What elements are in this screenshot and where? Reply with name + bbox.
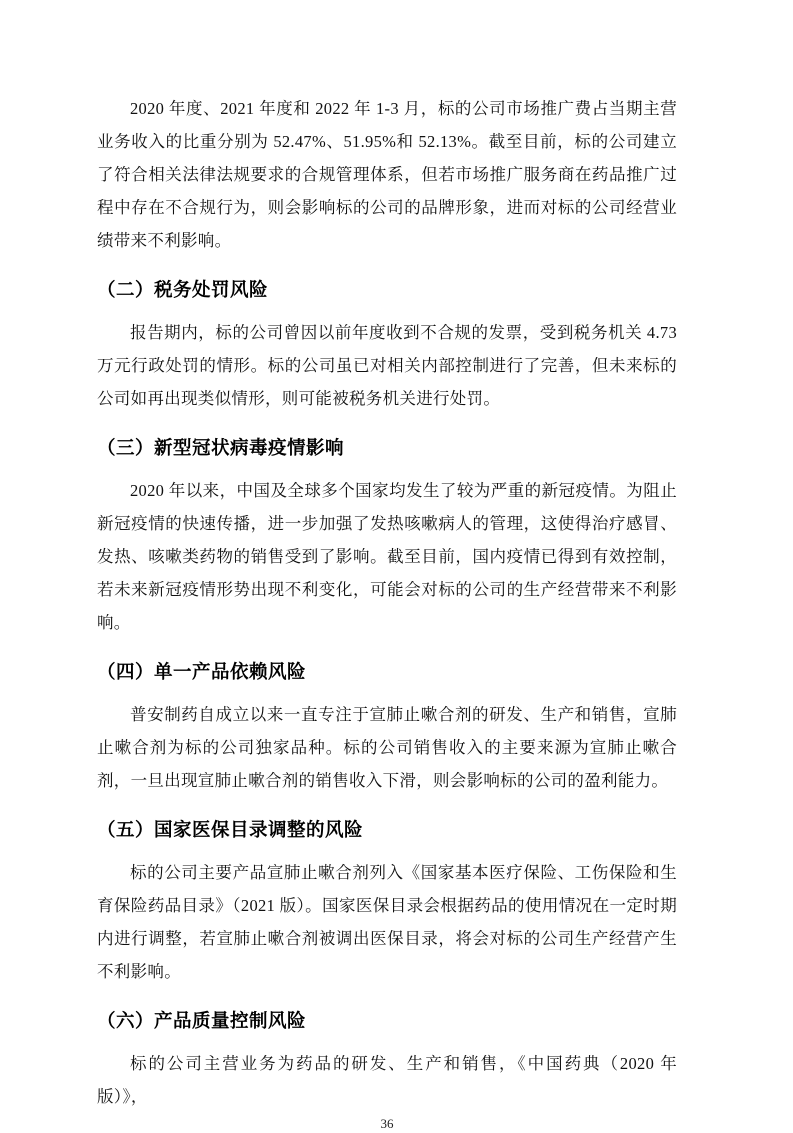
page-number: 36 — [380, 1116, 394, 1131]
section-heading-single-product-dependence-risk: （四）单一产品依赖风险 — [97, 661, 307, 682]
paragraph-product-quality-control-risk: 标的公司主营业务为药品的研发、生产和销售，《中国药典（2020 年版）》， — [97, 1054, 677, 1106]
paragraph-tax-penalty-risk: 报告期内，标的公司曾因以前年度收到不合规的发票，受到税务机关 4.73 万元行政处罚的情形。标的公司虽已对相关内部控制进行了完善，但未来标的公司如再出现类似情形，则可能被税务机关进行处罚。 — [97, 323, 677, 408]
paragraph-single-product-dependence-risk: 普安制药自成立以来一直专注于宣肺止嗽合剂的研发、生产和销售，宣肺止嗽合剂为标的公司独家品种。标的公司销售收入的主要来源为宣肺止嗽合剂，一旦出现宣肺止嗽合剂的销售收入下滑，则会影响标的公司的盈利能力。 — [97, 705, 677, 790]
section-heading-product-quality-control-risk: （六）产品质量控制风险 — [97, 1010, 307, 1031]
section-heading-covid-impact: （三）新型冠状病毒疫情影响 — [97, 437, 345, 458]
paragraph-medical-insurance-catalog-risk: 标的公司主要产品宣肺止嗽合剂列入《国家基本医疗保险、工伤保险和生育保险药品目录》（2021 版）。国家医保目录会根据药品的使用情况在一定时期内进行调整，若宣肺止嗽合剂被调出医保目录，将会对标的公司生产经营产生不利影响。 — [97, 863, 677, 981]
section-heading-medical-insurance-catalog-risk: （五）国家医保目录调整的风险 — [97, 819, 364, 840]
paragraph-covid-impact: 2020 年以来，中国及全球多个国家均发生了较为严重的新冠疫情。为阻止新冠疫情的快速传播，进一步加强了发热咳嗽病人的管理，这使得治疗感冒、发热、咳嗽类药物的销售受到了影响。截至目前，国内疫情已得到有效控制，若未来新冠疫情形势出现不利变化，可能会对标的公司的生产经营带来不利影响。 — [97, 481, 677, 632]
section-heading-tax-penalty-risk: （二）税务处罚风险 — [97, 279, 269, 300]
paragraph-market-promotion-risk: 2020 年度、2021 年度和 2022 年 1-3 月，标的公司市场推广费占当期主营业务收入的比重分别为 52.47%、51.95%和 52.13%。截至目前，标的公司建立了符合相关法律法规要求的合规管理体系，但若市场推广服务商在药品推广过程中存在不合规行为，则会影响标的公司的品牌形象，进而对标的公司经营业绩带来不利影响。 — [97, 99, 677, 250]
